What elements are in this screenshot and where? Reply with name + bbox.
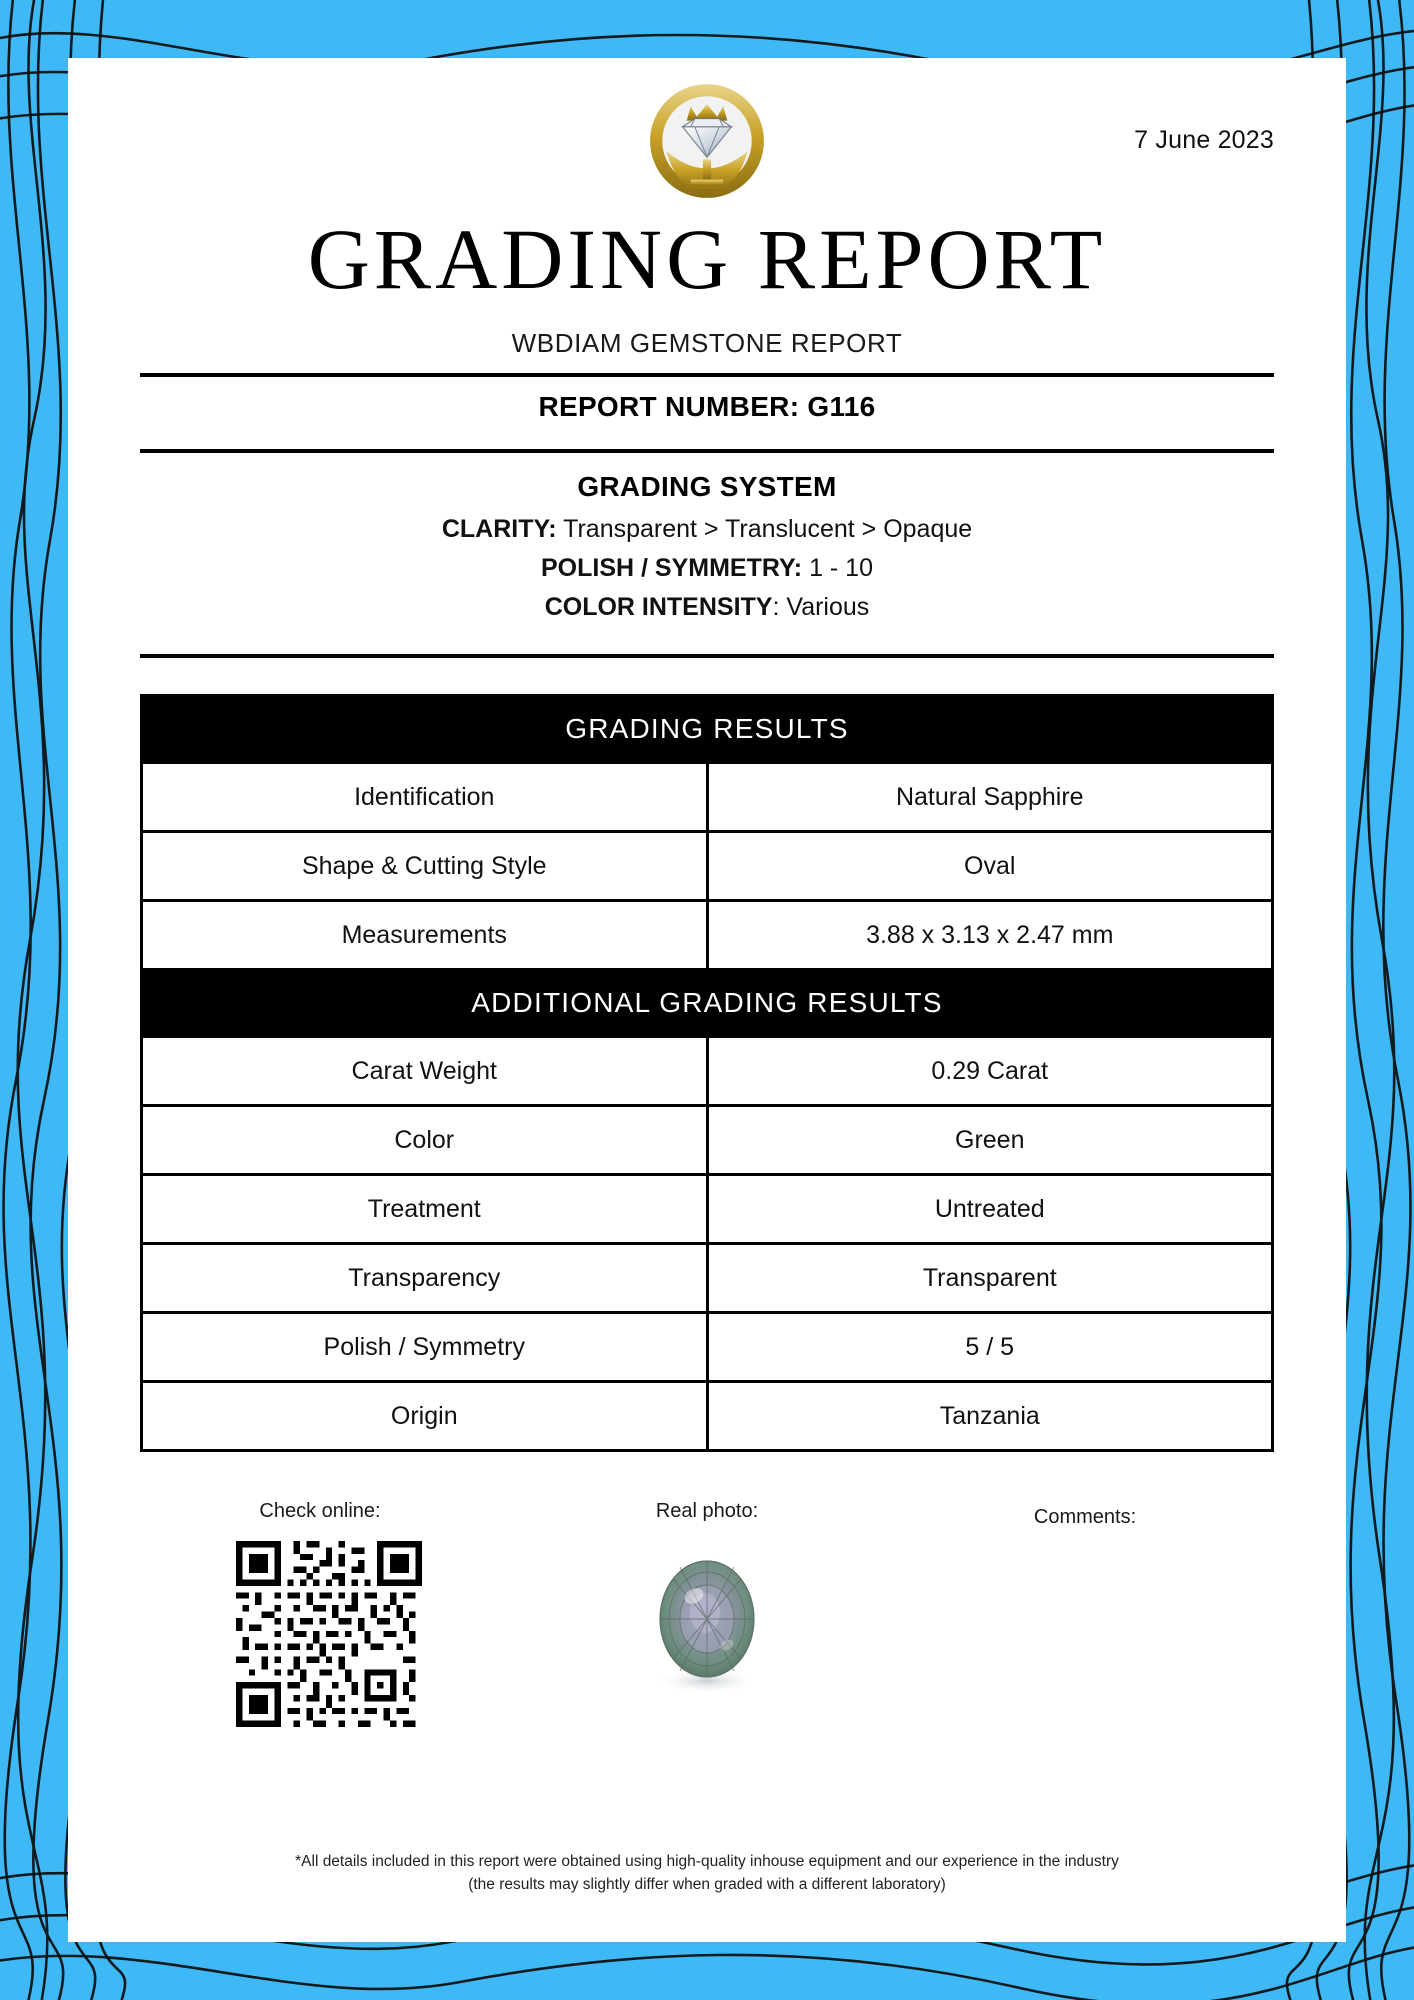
color-intensity-line [140, 593, 1274, 622]
row-label: Carat Weight [142, 1037, 708, 1106]
grading-results-table [140, 694, 1274, 1452]
row-value: Untreated [707, 1175, 1273, 1244]
row-label: Measurements [142, 901, 708, 970]
row-label: Origin [142, 1382, 708, 1451]
clarity-line [140, 515, 1274, 544]
row-value: 0.29 Carat [707, 1037, 1273, 1106]
check-online-column [140, 1500, 518, 1727]
clarity-label: CLARITY: [441, 515, 557, 543]
table-row [142, 1106, 1273, 1175]
disclaimer-line-2: (the results may slightly differ when graded with a different laboratory) [468, 1875, 946, 1893]
row-label: Treatment [142, 1175, 708, 1244]
gemstone-photo [632, 1541, 782, 1701]
row-value: 3.88 x 3.13 x 2.47 mm [707, 901, 1273, 970]
row-value: Green [707, 1106, 1273, 1175]
polish-line [140, 554, 1274, 583]
row-label: Color [142, 1106, 708, 1175]
page-title: GRADING REPORT [307, 211, 1107, 307]
comments-column [896, 1500, 1274, 1547]
table-row [142, 1382, 1273, 1451]
polish-value: 1 - 10 [809, 554, 873, 582]
check-online-label: Check online: [259, 1500, 381, 1522]
divider-bottom [140, 654, 1274, 658]
polish-label: POLISH / SYMMETRY: [540, 554, 803, 582]
disclaimer-line-1: *All details included in this report were obtained using high-quality inhouse equipment and our experience in the industry [295, 1853, 1119, 1871]
row-label: Shape & Cutting Style [142, 832, 708, 901]
row-value: Oval [707, 832, 1273, 901]
report-number: REPORT NUMBER: G116 [538, 391, 876, 422]
row-value: Transparent [707, 1244, 1273, 1313]
report-header [140, 58, 1274, 198]
additional-results-title: ADDITIONAL GRADING RESULTS [142, 970, 1273, 1037]
grading-results-header [142, 696, 1273, 763]
table-row [142, 1244, 1273, 1313]
additional-results-header [142, 970, 1273, 1037]
table-row [142, 1313, 1273, 1382]
color-intensity-label: COLOR INTENSITY [544, 593, 773, 621]
disclaimer [140, 1851, 1274, 1896]
grading-system-heading: GRADING SYSTEM [577, 471, 837, 502]
table-row [142, 901, 1273, 970]
comments-label: Comments: [1033, 1506, 1137, 1528]
page-subtitle: WBDIAM GEMSTONE REPORT [511, 328, 903, 358]
row-label: Identification [142, 763, 708, 832]
real-photo-label: Real photo: [655, 1500, 759, 1522]
grading-results-title: GRADING RESULTS [142, 696, 1273, 763]
footer-columns [140, 1500, 1274, 1727]
table-row [142, 832, 1273, 901]
table-row [142, 1175, 1273, 1244]
real-photo-column [518, 1500, 896, 1701]
clarity-value: Transparent > Translucent > Opaque [563, 515, 973, 543]
table-row [142, 763, 1273, 832]
report-page [68, 58, 1346, 1942]
row-value: Natural Sapphire [707, 763, 1273, 832]
wbdiam-logo-icon [646, 80, 768, 202]
row-value: Tanzania [707, 1382, 1273, 1451]
row-label: Polish / Symmetry [142, 1313, 708, 1382]
qr-code[interactable] [236, 1541, 422, 1727]
row-label: Transparency [142, 1244, 708, 1313]
table-row [142, 1037, 1273, 1106]
grading-system-block [140, 453, 1274, 640]
report-date: 7 June 2023 [1134, 126, 1274, 154]
color-intensity-value: : Various [772, 593, 870, 621]
row-value: 5 / 5 [707, 1313, 1273, 1382]
